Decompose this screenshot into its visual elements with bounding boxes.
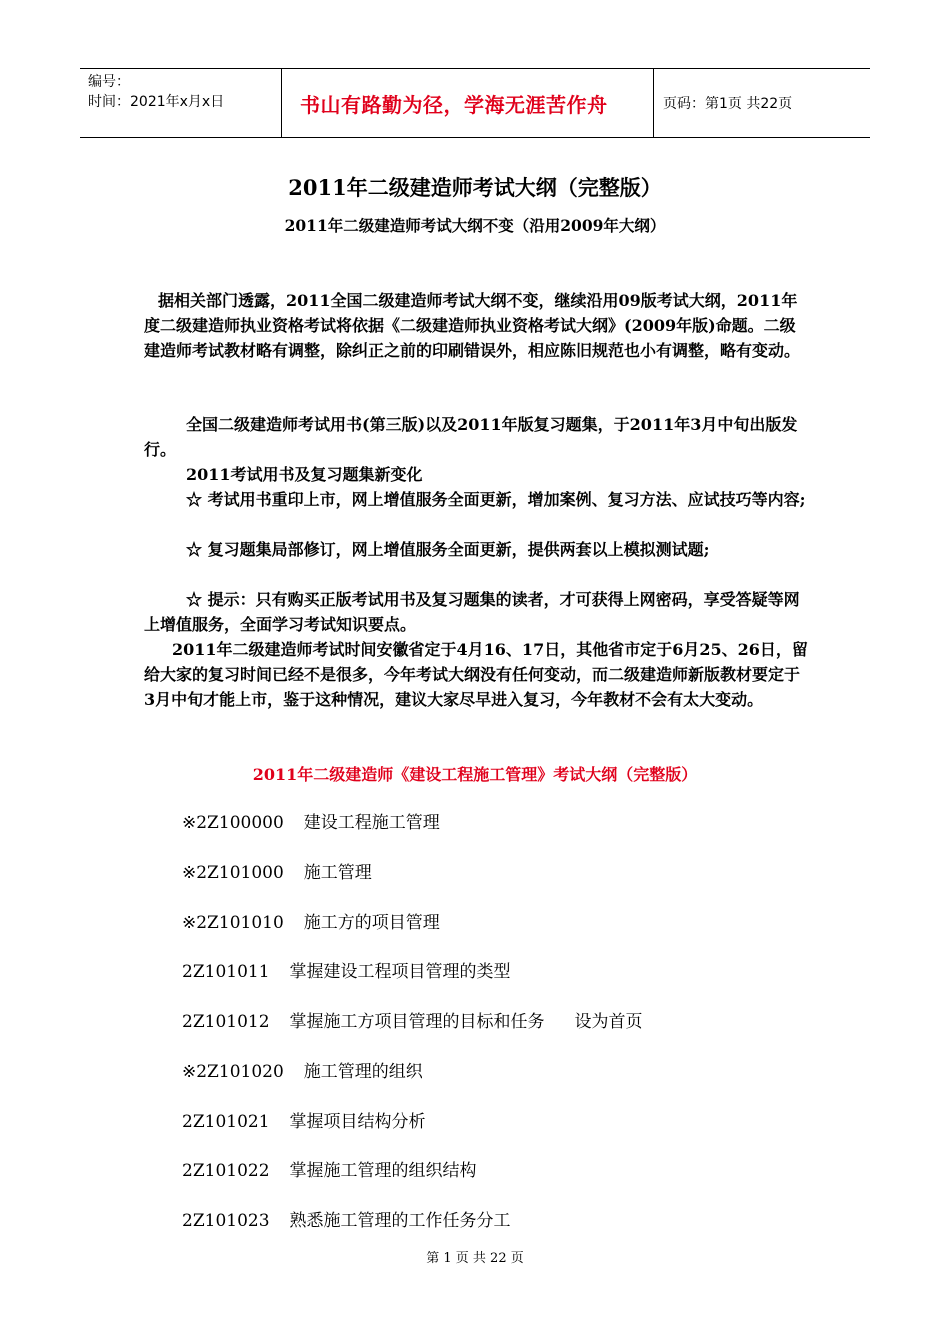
- outline-code: ※2Z101000: [182, 863, 284, 883]
- outline-text: 施工方的项目管理: [303, 913, 440, 933]
- outline-item: [182, 1110, 822, 1134]
- outline-item: [182, 861, 822, 885]
- outline-code: 2Z101012: [182, 1012, 270, 1032]
- header-motto: 书山有路勤为径，学海无涯苦作舟: [282, 69, 654, 137]
- changes-heading: 2011考试用书及复习题集新变化: [186, 465, 423, 484]
- header-page-info: 页码：第1页 共22页: [663, 96, 793, 112]
- outline-item: [182, 1159, 822, 1183]
- set-homepage-link[interactable]: 设为首页: [574, 1012, 643, 1032]
- outline-code: 2Z101023: [182, 1211, 270, 1231]
- outline-text: 掌握施工方项目管理的目标和任务: [289, 1012, 545, 1032]
- outline-item: [182, 1060, 822, 1084]
- outline-item: [182, 911, 822, 935]
- outline-item: [182, 811, 822, 835]
- outline-text: 施工管理: [303, 863, 372, 883]
- outline-item: [182, 1209, 822, 1233]
- outline-text: 建设工程施工管理: [303, 813, 440, 833]
- page-footer: 第 1 页 共 22 页: [426, 1251, 524, 1266]
- outline-code: ※2Z101020: [182, 1062, 284, 1082]
- intro-paragraph: 据相关部门透露，2011全国二级建造师考试大纲不变，继续沿用09版考试大纲，2011年度二级建造师执业资格考试将依据《二级建造师执业资格考试大纲》(2009年版)命题。二级建造师考试教材略有调整，除纠正之前的印刷错误外，相应陈旧规范也小有调整，略有变动。: [144, 291, 801, 360]
- outline-code: 2Z101021: [182, 1112, 270, 1132]
- change-item-exercises: ☆ 复习题集局部修订，网上增值服务全面更新，提供两套以上模拟测试题;: [186, 540, 710, 559]
- outline-item: [182, 960, 822, 984]
- outline-text: 掌握项目结构分析: [289, 1112, 426, 1132]
- document-title: 2011年二级建造师考试大纲（完整版）: [288, 175, 662, 200]
- outline-item: [182, 1010, 822, 1034]
- section-title: 2011年二级建造师《建设工程施工管理》考试大纲（完整版）: [252, 765, 698, 784]
- outline-code: ※2Z101010: [182, 913, 284, 933]
- document-subtitle: 2011年二级建造师考试大纲不变（沿用2009年大纲）: [284, 216, 666, 235]
- publish-paragraph: 全国二级建造师考试用书(第三版)以及2011年版复习题集，于2011年3月中旬出版发行。: [144, 415, 798, 459]
- outline-code: ※2Z100000: [182, 813, 284, 833]
- header-table: [80, 68, 870, 138]
- header-meta: [80, 69, 282, 137]
- exam-date-paragraph: 2011年二级建造师考试时间安徽省定于4月16、17日，其他省市定于6月25、26日，留给大家的复习时间已经不是很多，今年考试大纲没有任何变动，而二级建造师新版教材要定于3月中旬才能上市，鉴于这种情况，建议大家尽早进入复习，今年教材不会有太大变动。: [144, 640, 808, 709]
- document-time: 时间：2021年x月x日: [88, 94, 225, 110]
- outline-text: 熟悉施工管理的工作任务分工: [289, 1211, 511, 1231]
- document-number-label: 编号：: [88, 74, 130, 90]
- outline-code: 2Z101011: [182, 962, 270, 982]
- outline-text: 施工管理的组织: [303, 1062, 423, 1082]
- outline-text: 掌握建设工程项目管理的类型: [289, 962, 511, 982]
- change-item-books: ☆ 考试用书重印上市，网上增值服务全面更新，增加案例、复习方法、应试技巧等内容;: [186, 490, 806, 509]
- outline-text: 掌握施工管理的组织结构: [289, 1161, 477, 1181]
- change-item-notice: ☆ 提示：只有购买正版考试用书及复习题集的读者，才可获得上网密码，享受答疑等网上增值服务，全面学习考试知识要点。: [144, 590, 800, 634]
- outline-code: 2Z101022: [182, 1161, 270, 1181]
